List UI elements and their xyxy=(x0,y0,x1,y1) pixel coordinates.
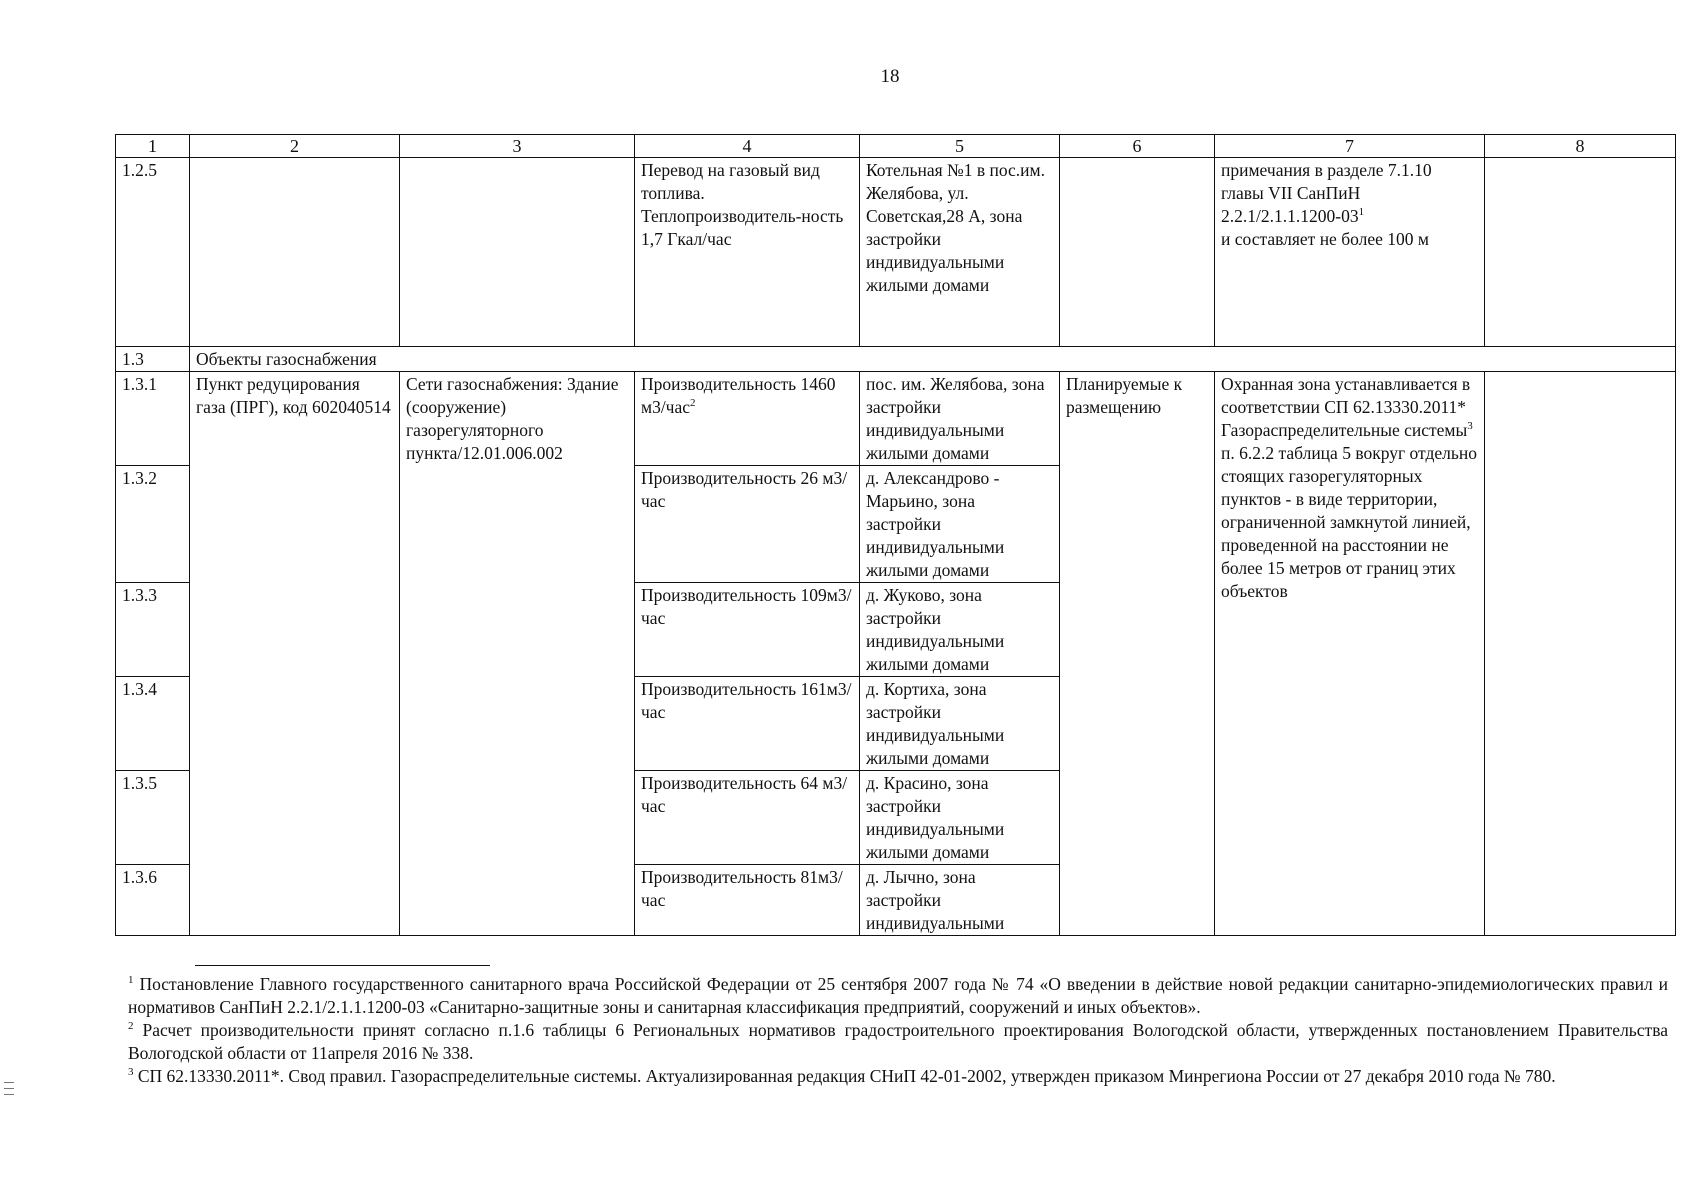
row-number: 1.3.3 xyxy=(116,583,190,677)
status-cell xyxy=(1060,158,1215,347)
footnote-number: 3 xyxy=(128,1066,134,1079)
column-header: 6 xyxy=(1060,135,1215,158)
object-name-cell xyxy=(190,158,400,347)
object-purpose-cell xyxy=(400,158,635,347)
table-header-row xyxy=(116,135,1676,158)
capacity-cell: Производительность 26 м3/час xyxy=(635,466,860,583)
footnote-number: 2 xyxy=(128,1020,134,1033)
table-row-1-3-1 xyxy=(116,372,1676,466)
column-header: 8 xyxy=(1485,135,1676,158)
footnote-1 xyxy=(128,973,1668,1019)
location-cell: Котельная №1 в пос.им. Желябова, ул. Советская,28 А, зона застройки индивидуальными жилыми домами xyxy=(860,158,1060,347)
location-cell: пос. им. Желябова, зона застройки индивидуальными жилыми домами xyxy=(860,372,1060,466)
column-header: 7 xyxy=(1215,135,1485,158)
characteristics-cell: Перевод на газовый вид топлива. Теплопроизводитель-ность 1,7 Гкал/час xyxy=(635,158,860,347)
row-number: 1.3.6 xyxy=(116,865,190,936)
capacity-cell: Производительность 109м3/час xyxy=(635,583,860,677)
column-header: 2 xyxy=(190,135,400,158)
scan-margin-mark xyxy=(4,1088,14,1089)
footnote-ref: 1 xyxy=(1358,206,1365,219)
table-row-1-2-5 xyxy=(116,158,1676,347)
footnote-text: СП 62.13330.2011*. Свод правил. Газораспределительные системы. Актуализированная редакция СНиП 42-01-2002, утвержден приказом Минрегиона России от 27 декабря 2010 года № 780. xyxy=(137,1066,1556,1086)
column-header: 4 xyxy=(635,135,860,158)
zone-text-tail: п. 6.2.2 таблица 5 вокруг отдельно стоящих газорегуляторных пунктов - в виде территории, ограниченной замкнутой линией, проведенной на расстоянии не более 15 метров от границ этих объектов xyxy=(1221,443,1477,601)
column-header: 3 xyxy=(400,135,635,158)
row-number: 1.3.1 xyxy=(116,372,190,466)
objects-table xyxy=(115,134,1676,936)
scan-margin-mark xyxy=(4,1082,14,1083)
capacity-cell: Производительность 161м3/час xyxy=(635,677,860,771)
location-cell: д. Жуково, зона застройки индивидуальными жилыми домами xyxy=(860,583,1060,677)
capacity-text: Производительность 1460 м3/час xyxy=(641,374,836,417)
footnote-number: 1 xyxy=(128,974,134,987)
footnote-ref: 3 xyxy=(1467,420,1473,433)
footnotes xyxy=(128,973,1668,1088)
zone-cell xyxy=(1215,158,1485,347)
capacity-cell: Производительность 81м3/час xyxy=(635,865,860,936)
section-title: Объекты газоснабжения xyxy=(190,347,1676,372)
footnote-separator xyxy=(195,965,490,966)
footnote-text: Постановление Главного государственного санитарного врача Российской Федерации от 25 сентября 2007 года № 74 «О введении в действие новой редакции санитарно-эпидемиологических правил и нормативов СанПиН 2.2.1/2.1.1.1200-03 «Санитарно-защитные зоны и санитарная классификация предприятий, сооружений и иных объектов». xyxy=(128,974,1668,1017)
row-number: 1.3.5 xyxy=(116,771,190,865)
zone-text: Охранная зона устанавливается в соответствии СП 62.13330.2011* Газораспределительные системы xyxy=(1221,374,1471,440)
column-header: 5 xyxy=(860,135,1060,158)
location-cell: д. Красино, зона застройки индивидуальными жилыми домами xyxy=(860,771,1060,865)
object-purpose-cell: Сети газоснабжения: Здание (сооружение) газорегуляторного пункта/12.01.006.002 xyxy=(400,372,635,936)
row-number: 1.2.5 xyxy=(116,158,190,347)
row-number: 1.3.2 xyxy=(116,466,190,583)
footnote-3 xyxy=(128,1065,1668,1088)
capacity-cell: Производительность 64 м3/час xyxy=(635,771,860,865)
footnote-ref: 2 xyxy=(690,397,696,410)
section-number: 1.3 xyxy=(116,347,190,372)
zone-text-tail: и составляет не более 100 м xyxy=(1221,229,1429,249)
location-cell: д. Лычно, зона застройки индивидуальными xyxy=(860,865,1060,936)
scan-margin-mark xyxy=(4,1094,14,1095)
zone-cell xyxy=(1215,372,1485,936)
footnote-2 xyxy=(128,1019,1668,1065)
notes-cell xyxy=(1485,158,1676,347)
row-number: 1.3.4 xyxy=(116,677,190,771)
page-number: 18 xyxy=(880,66,900,87)
zone-text: примечания в разделе 7.1.10 главы VII СанПиН 2.2.1/2.1.1.1200-03 xyxy=(1221,160,1432,226)
capacity-cell xyxy=(635,372,860,466)
status-cell: Планируемые к размещению xyxy=(1060,372,1215,936)
column-header: 1 xyxy=(116,135,190,158)
object-name-cell: Пункт редуцирования газа (ПРГ), код 602040514 xyxy=(190,372,400,936)
location-cell: д. Кортиха, зона застройки индивидуальными жилыми домами xyxy=(860,677,1060,771)
notes-cell xyxy=(1485,372,1676,936)
section-row-1-3 xyxy=(116,347,1676,372)
footnote-text: Расчет производительности принят согласно п.1.6 таблицы 6 Региональных нормативов градостроительного проектирования Вологодской области, утвержденных постановлением Правительства Вологодской области от 11апреля 2016 № 338. xyxy=(128,1020,1668,1063)
location-cell: д. Александрово - Марьино, зона застройки индивидуальными жилыми домами xyxy=(860,466,1060,583)
